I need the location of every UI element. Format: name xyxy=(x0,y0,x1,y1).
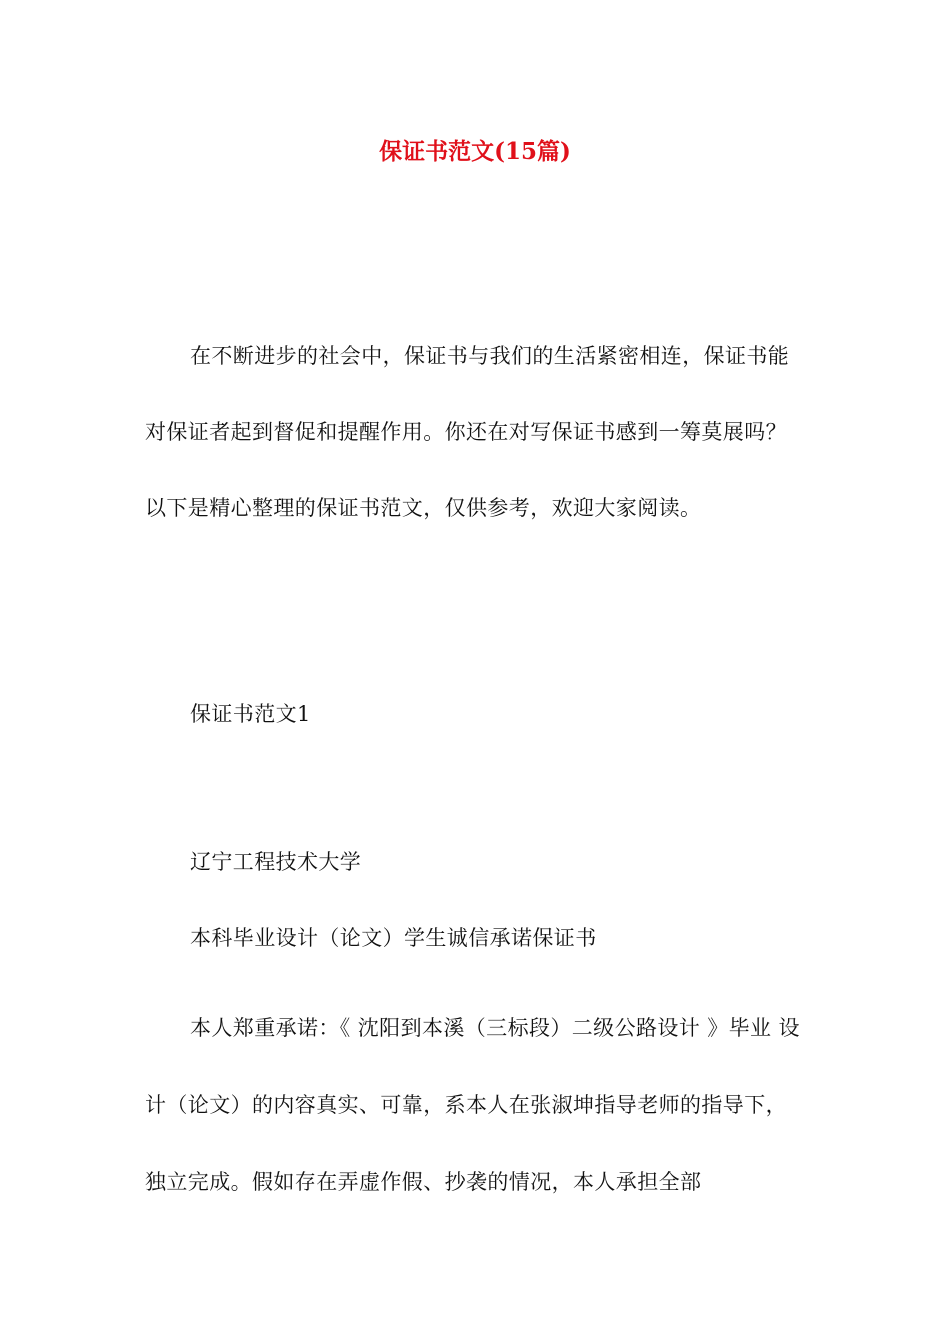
intro-paragraph: 在不断进步的社会中，保证书与我们的生活紧密相连，保证书能对保证者起到督促和提醒作用。你还在对写保证书感到一筹莫展吗？以下是精心整理的保证书范文，仅供参考，欢迎大家阅读。 xyxy=(145,344,790,520)
pledge-paragraph: 本人郑重承诺：《 沈阳到本溪（三标段）二级公路设计 》毕业 设计（论文）的内容真实、可靠，系本人在张淑坤指导老师的指导下，独立完成。假如存在弄虚作假、抄袭的情况，本人承担全部 xyxy=(145,1016,800,1194)
document-title: 保证书范文(15篇) xyxy=(379,138,571,165)
university-name: 辽宁工程技术大学 xyxy=(190,850,362,874)
pledge-document-title: 本科毕业设计（论文）学生诚信承诺保证书 xyxy=(190,926,597,950)
section-heading: 保证书范文1 xyxy=(190,702,311,726)
